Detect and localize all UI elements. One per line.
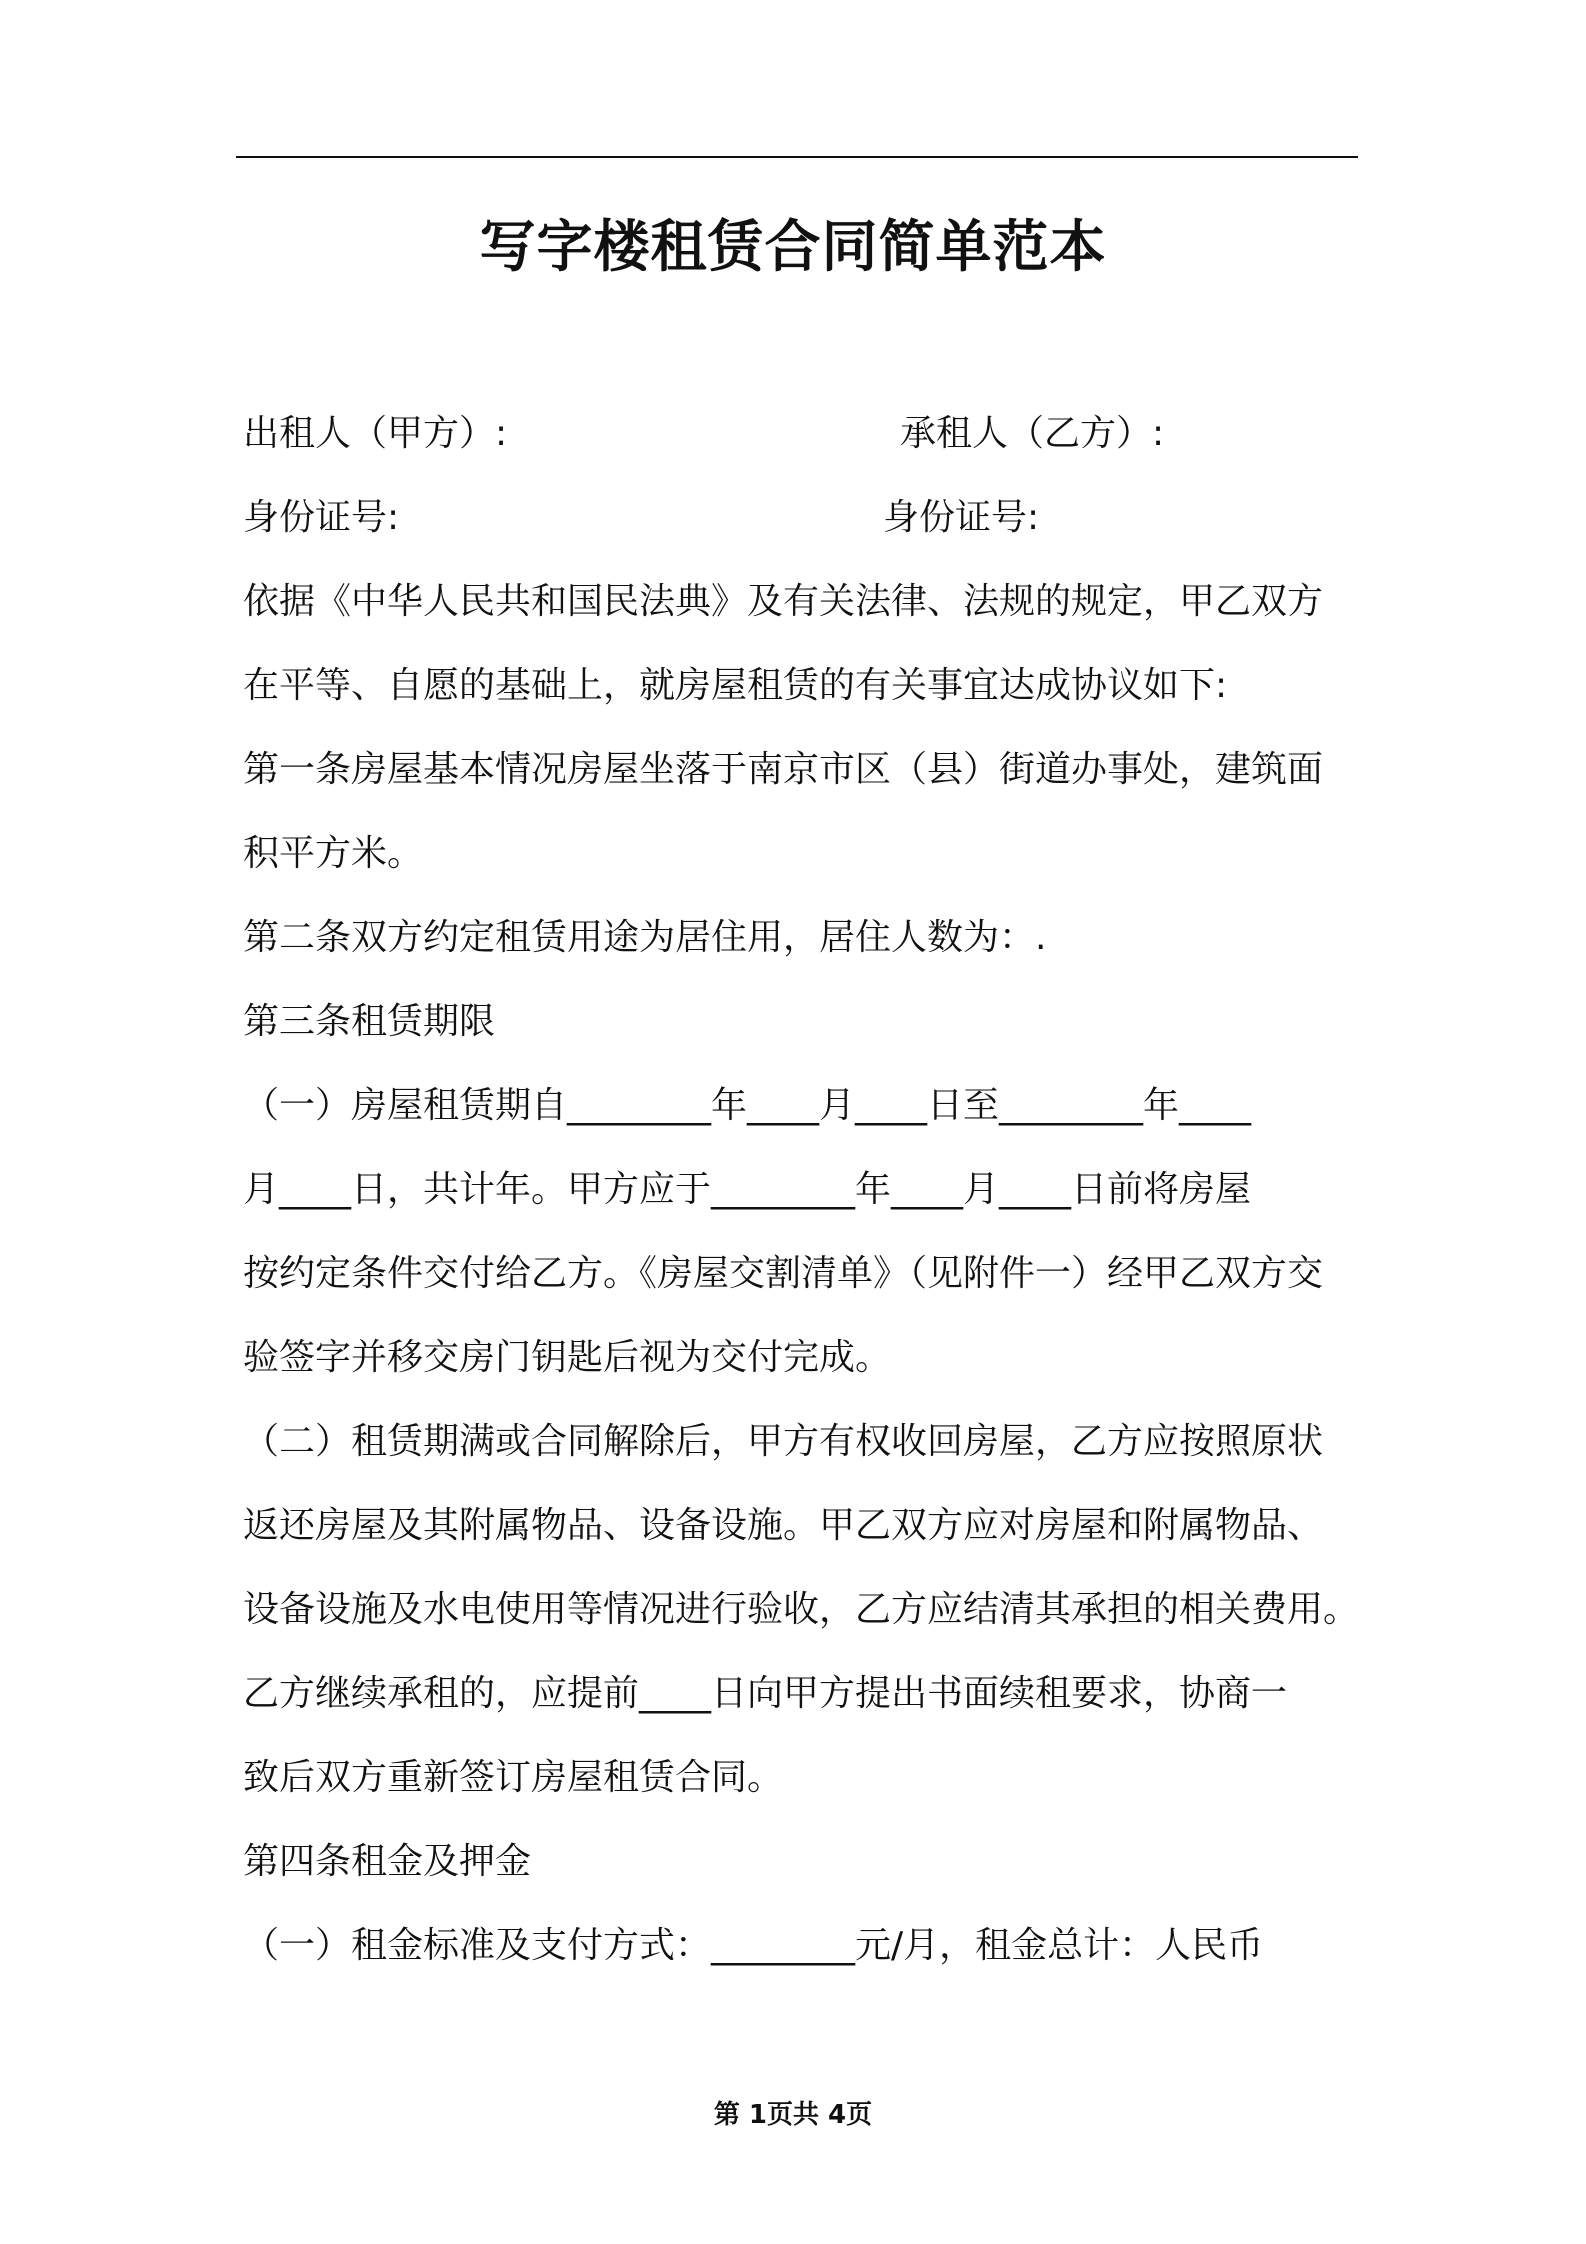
body-line: （二）租赁期满或合同解除后，甲方有权收回房屋，乙方应按照原状 bbox=[243, 1421, 1324, 1462]
body-line: 第二条双方约定租赁用途为居住用，居住人数为：. bbox=[243, 917, 1047, 958]
body-line: 依据《中华人民共和国民法典》及有关法律、法规的规定，甲乙双方 bbox=[243, 581, 1324, 622]
body-line: 第四条租金及押金 bbox=[243, 1841, 532, 1882]
body-line: 第三条租赁期限 bbox=[243, 1001, 496, 1042]
body-line: 第一条房屋基本情况房屋坐落于南京市区（县）街道办事处，建筑面 bbox=[243, 749, 1324, 790]
body-line: 设备设施及水电使用等情况进行验收，乙方应结清其承担的相关费用。 bbox=[243, 1589, 1360, 1630]
page-footer: 第 1页共 4页 bbox=[713, 2100, 873, 2130]
document-title: 写字楼租赁合同简单范本 bbox=[479, 215, 1107, 280]
body-line: 返还房屋及其附属物品、设备设施。甲乙双方应对房屋和附属物品、 bbox=[243, 1505, 1324, 1546]
contract-body bbox=[243, 572, 1373, 2000]
body-line: 乙方继续承租的，应提前____日向甲方提出书面续租要求，协商一 bbox=[243, 1673, 1288, 1714]
lessor-id-label: 身份证号: bbox=[243, 497, 400, 538]
body-line: （一）租金标准及支付方式：________元/月，租金总计：人民币 bbox=[243, 1925, 1264, 1966]
body-line: 积平方米。 bbox=[243, 833, 424, 874]
lessee-label: 承租人（乙方）: bbox=[900, 413, 1165, 454]
body-line: （一）房屋租赁期自________年____月____日至________年____ bbox=[243, 1085, 1252, 1126]
body-line: 在平等、自愿的基础上，就房屋租赁的有关事宜达成协议如下: bbox=[243, 665, 1228, 706]
lessor-label: 出租人（甲方）: bbox=[243, 413, 508, 454]
header-rule bbox=[236, 156, 1358, 158]
body-line: 月____日，共计年。甲方应于________年____月____日前将房屋 bbox=[243, 1169, 1252, 1210]
body-line: 按约定条件交付给乙方。《房屋交割清单》（见附件一）经甲乙双方交 bbox=[243, 1253, 1324, 1294]
party-id-row bbox=[243, 488, 1358, 548]
body-line: 验签字并移交房门钥匙后视为交付完成。 bbox=[243, 1337, 892, 1378]
party-name-row bbox=[243, 404, 1358, 464]
lessee-id-label: 身份证号: bbox=[883, 497, 1040, 538]
body-line: 致后双方重新签订房屋租赁合同。 bbox=[243, 1757, 784, 1798]
